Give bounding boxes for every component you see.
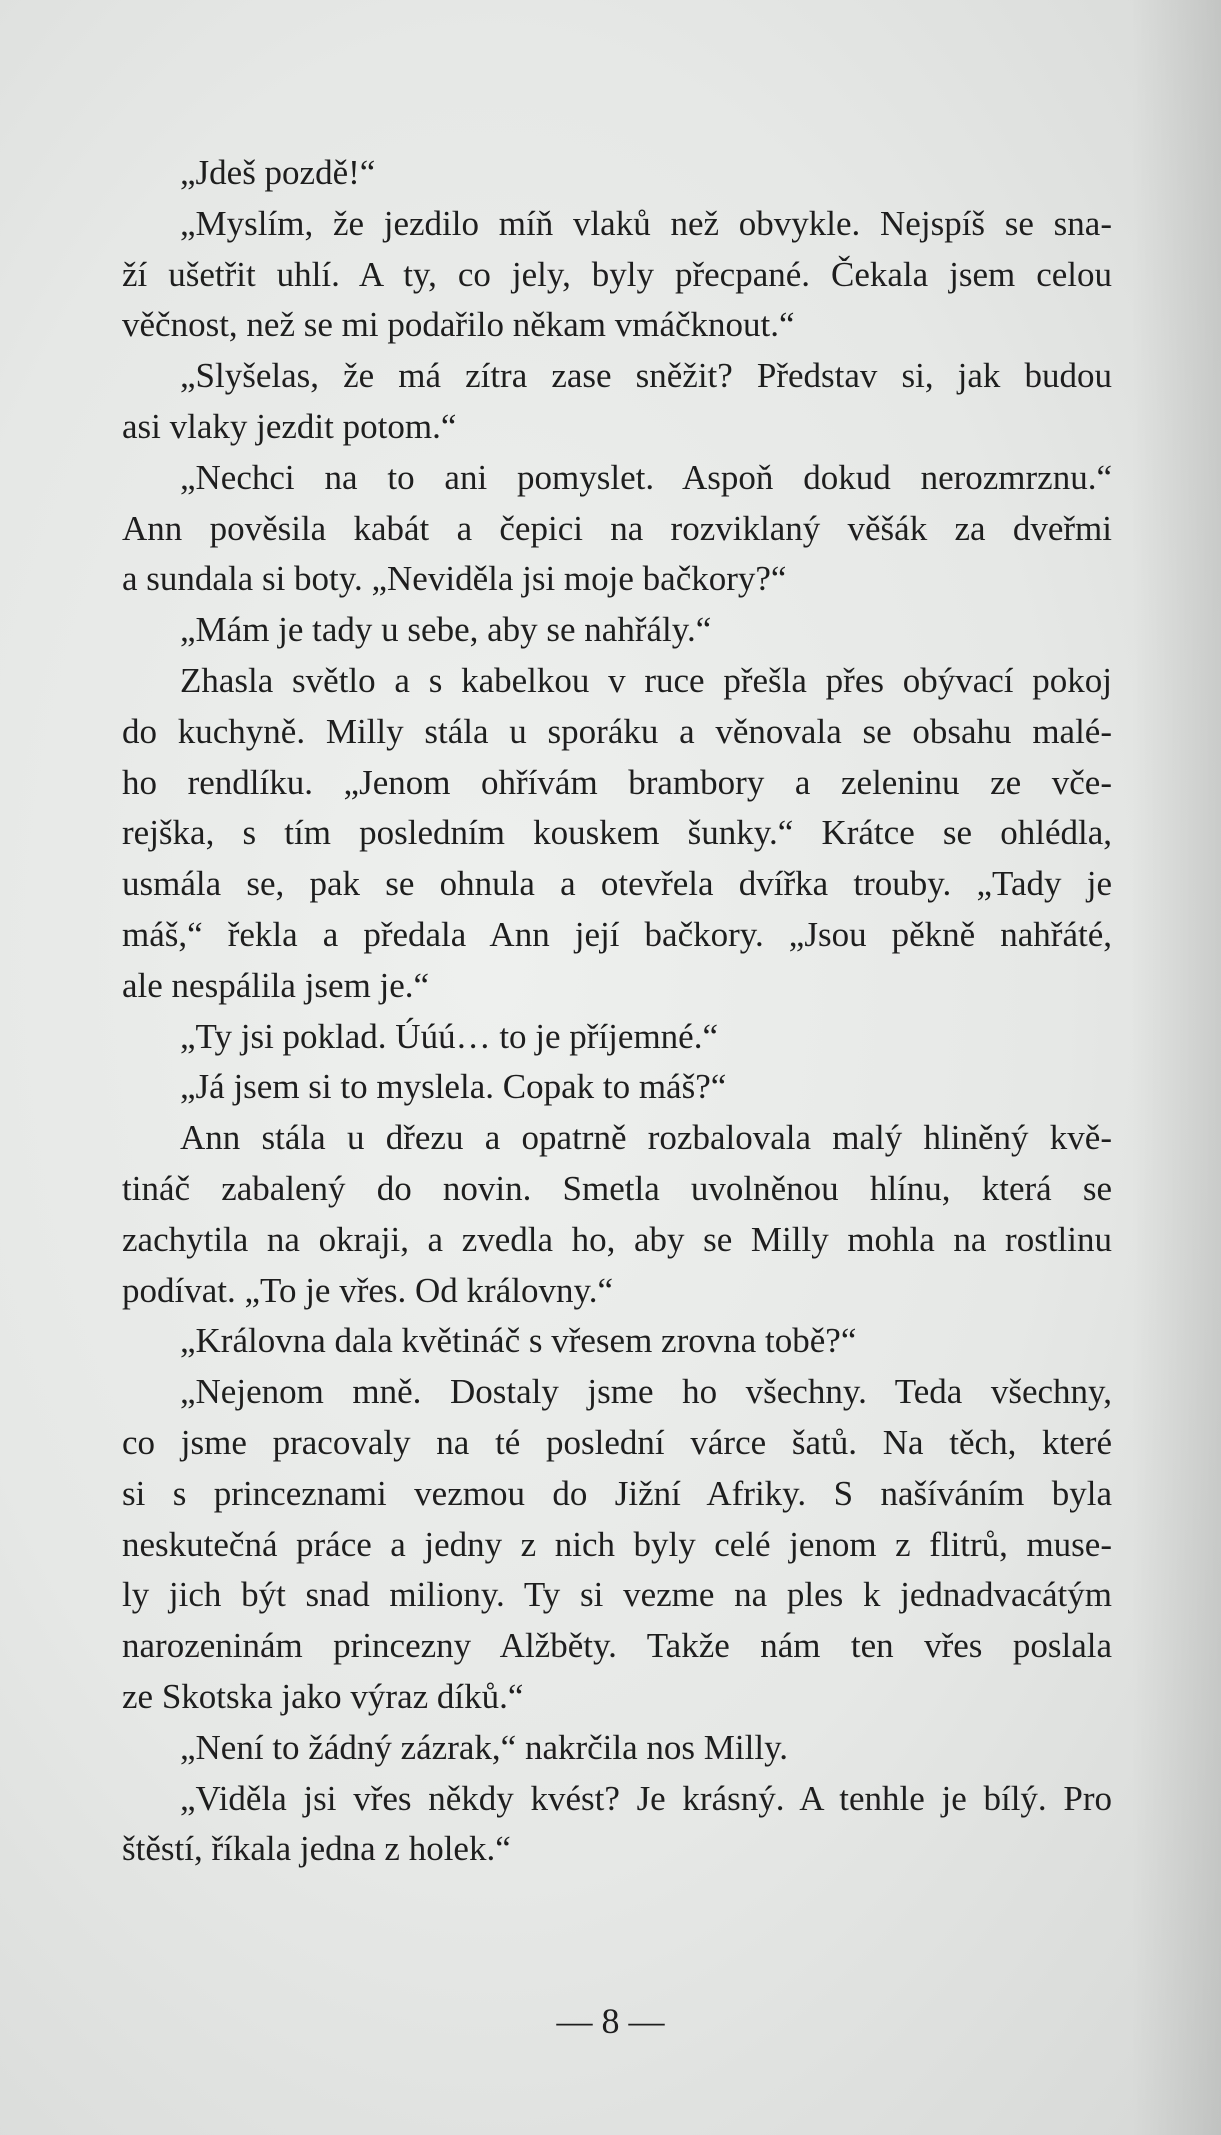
text-line: „Nechci na to ani pomyslet. Aspoň dokud nerozmrznu.“ [180, 457, 1112, 497]
text-line: „Myslím, že jezdilo míň vlaků než obvykle. Nejspíš se sna- [180, 203, 1112, 243]
text-line: „Já jsem si to myslela. Copak to máš?“ [180, 1067, 727, 1107]
text-line: si s princeznami vezmou do Jižní Afriky. S našíváním byla [122, 1473, 1112, 1513]
text-line: zachytila na okraji, a zvedla ho, aby se Milly mohla na rostlinu [122, 1219, 1112, 1259]
page-shadow [1131, 0, 1221, 2135]
text-line: a sundala si boty. „Neviděla jsi moje bačkory?“ [122, 559, 787, 599]
text-line: „Královna dala květináč s vřesem zrovna tobě?“ [180, 1321, 857, 1361]
text-line: ly jich být snad miliony. Ty si vezme na ples k jednadvacátým [122, 1575, 1112, 1615]
text-line: „Mám je tady u sebe, aby se nahřály.“ [180, 610, 712, 650]
text-line: „Slyšelas, že má zítra zase sněžit? Představ si, jak budou [180, 356, 1112, 396]
text-line: „Viděla jsi vřes někdy kvést? Je krásný. A tenhle je bílý. Pro [180, 1778, 1112, 1818]
text-line: ží ušetřit uhlí. A ty, co jely, byly přecpané. Čekala jsem celou [122, 254, 1112, 294]
text-line: ho rendlíku. „Jenom ohřívám brambory a zeleninu ze vče- [122, 762, 1112, 802]
text-line: neskutečná práce a jedny z nich byly celé jenom z flitrů, muse- [122, 1524, 1112, 1564]
text-line: Ann stála u dřezu a opatrně rozbalovala malý hliněný kvě- [180, 1118, 1112, 1158]
text-line: „Nejenom mně. Dostaly jsme ho všechny. Teda všechny, [180, 1372, 1112, 1412]
text-line: „Ty jsi poklad. Úúú… to je příjemné.“ [180, 1016, 718, 1056]
text-line: podívat. „To je vřes. Od královny.“ [122, 1270, 613, 1310]
body-text [122, 148, 1112, 1875]
text-line: usmála se, pak se ohnula a otevřela dvířka trouby. „Tady je [122, 864, 1112, 904]
text-line: Ann pověsila kabát a čepici na rozviklaný věšák za dveřmi [122, 508, 1112, 548]
text-line: štěstí, říkala jedna z holek.“ [122, 1829, 511, 1869]
text-line: „Není to žádný zázrak,“ nakrčila nos Milly. [180, 1727, 789, 1767]
text-line: máš,“ řekla a předala Ann její bačkory. „Jsou pěkně nahřáté, [122, 914, 1112, 954]
text-line: Zhasla světlo a s kabelkou v ruce přešla přes obývací pokoj [180, 660, 1112, 700]
text-line: ze Skotska jako výraz díků.“ [122, 1676, 524, 1716]
text-line: do kuchyně. Milly stála u sporáku a věnovala se obsahu malé- [122, 711, 1112, 751]
text-line: tináč zabalený do novin. Smetla uvolněnou hlínu, která se [122, 1168, 1112, 1208]
text-line: co jsme pracovaly na té poslední várce šatů. Na těch, které [122, 1422, 1112, 1462]
text-line: narozeninám princezny Alžběty. Takže nám ten vřes poslala [122, 1626, 1112, 1666]
text-line: „Jdeš pozdě!“ [180, 153, 376, 192]
text-line: ale nespálila jsem je.“ [122, 965, 430, 1005]
text-line: rejška, s tím posledním kouskem šunky.“ Krátce se ohlédla, [122, 813, 1112, 853]
text-line: asi vlaky jezdit potom.“ [122, 406, 457, 446]
text-line: věčnost, než se mi podařilo někam vmáčknout.“ [122, 305, 795, 345]
page-number: — 8 — [556, 2001, 665, 2041]
